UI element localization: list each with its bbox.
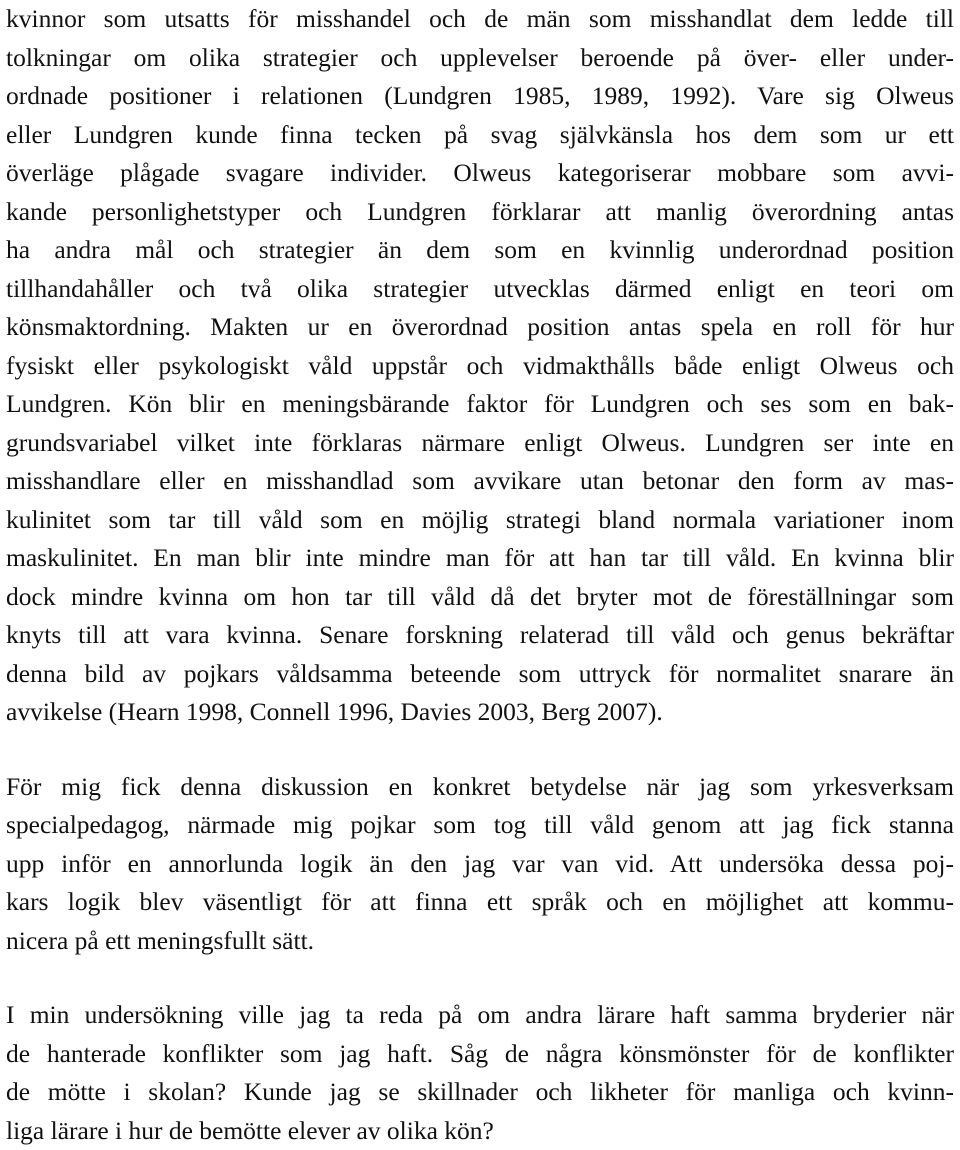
text-line: eller Lundgren kunde finna tecken på svag självkänsla hos dem som ur ett: [6, 119, 954, 149]
text-line: grundsvariabel vilket inte förklaras närmare enligt Olweus. Lundgren ser inte en: [6, 427, 954, 457]
paragraph-spacer: [6, 960, 954, 996]
text-line: kulinitet som tar till våld som en möjlig strategi bland normala variationer inom: [6, 504, 954, 534]
text-line: könsmaktordning. Makten ur en överordnad position antas spela en roll för hur: [6, 312, 954, 341]
text-line: kande personlighetstyper och Lundgren förklarar att manlig överordning antas: [6, 196, 954, 226]
text-line: ordnade positioner i relationen (Lundgren 1985, 1989, 1992). Vare sig Olweus: [6, 81, 954, 110]
text-line: specialpedagog, närmade mig pojkar som tog till våld genom att jag fick stanna: [6, 810, 954, 839]
text-line: kvinnor som utsatts för misshandel och de män som misshandlat dem ledde till: [6, 4, 954, 33]
text-line: denna bild av pojkars våldsamma beteende som uttryck för normalitet snarare än: [6, 658, 954, 688]
text-line: de mötte i skolan? Kunde jag se skillnader och likheter för manliga och kvinn-: [6, 1077, 954, 1106]
text-line: tolkningar om olika strategier och upplevelser beroende på över- eller under-: [6, 42, 954, 72]
text-line: maskulinitet. En man blir inte mindre man för att han tar till våld. En kvinna blir: [6, 543, 954, 572]
text-line: överläge plågade svagare individer. Olweus kategoriserar mobbare som avvi-: [6, 158, 954, 187]
text-line: liga lärare i hur de bemötte elever av olika kön?: [6, 1115, 494, 1145]
text-line: tillhandahåller och två olika strategier utvecklas därmed enligt en teori om: [6, 273, 954, 303]
paragraph-2: [6, 768, 954, 961]
paragraph-3: [6, 996, 954, 1150]
text-line: avvikelse (Hearn 1998, Connell 1996, Davies 2003, Berg 2007).: [6, 697, 663, 726]
text-line: Lundgren. Kön blir en meningsbärande faktor för Lundgren och ses som en bak-: [6, 389, 954, 418]
text-line: de hanterade konflikter som jag haft. Såg de några könsmönster för de konflikter: [6, 1038, 954, 1068]
text-line: I min undersökning ville jag ta reda på om andra lärare haft samma bryderier när: [6, 1000, 954, 1029]
paragraph-1: [6, 0, 954, 732]
text-line: misshandlare eller en misshandlad som avvikare utan betonar den form av mas-: [6, 466, 954, 495]
text-line: knyts till att vara kvinna. Senare forskning relaterad till våld och genus bekräftar: [6, 620, 954, 649]
text-line: fysiskt eller psykologiskt våld uppstår och vidmakthålls både enligt Olweus och: [6, 350, 954, 380]
text-line: För mig fick denna diskussion en konkret betydelse när jag som yrkesverksam: [6, 771, 954, 801]
text-line: nicera på ett meningsfullt sätt.: [6, 925, 315, 955]
paragraph-spacer: [6, 732, 954, 768]
text-line: kars logik blev väsentligt för att finna ett språk och en möjlighet att kommu-: [6, 887, 954, 916]
text-line: upp inför en annorlunda logik än den jag var van vid. Att undersöka dessa poj-: [6, 848, 954, 878]
text-line: dock mindre kvinna om hon tar till våld då det bryter mot de föreställningar som: [6, 581, 954, 611]
text-line: ha andra mål och strategier än dem som en kvinnlig underordnad position: [6, 235, 954, 264]
document-page: [6, 0, 954, 1150]
